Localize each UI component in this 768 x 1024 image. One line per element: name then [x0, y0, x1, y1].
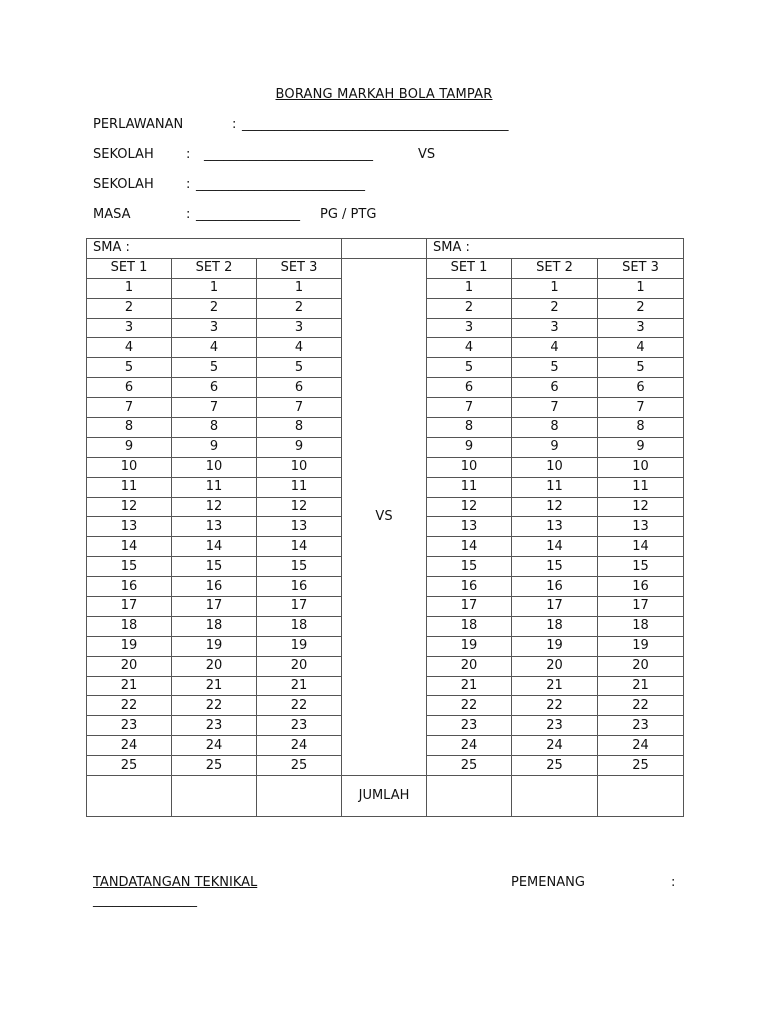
right-set-2-point-cell[interactable]: 21 [512, 676, 598, 696]
total-row [87, 776, 684, 817]
right-set-1-point-cell[interactable]: 14 [427, 537, 512, 557]
left-set-1-point-cell[interactable]: 13 [87, 517, 172, 537]
right-set-3-point-cell[interactable]: 6 [598, 378, 684, 398]
masa-colon: : [186, 207, 191, 222]
right-set-3-point-cell[interactable]: 9 [598, 437, 684, 457]
right-set-2-point-cell[interactable]: 13 [512, 517, 598, 537]
sekolah-1-blank[interactable]: __________________________ [204, 147, 373, 162]
left-set-1-point-cell[interactable]: 19 [87, 636, 172, 656]
right-set-1-point-cell[interactable]: 4 [427, 338, 512, 358]
left-set-1-point-cell[interactable]: 12 [87, 497, 172, 517]
left-set-2-point-cell[interactable]: 15 [172, 557, 257, 577]
left-set-1-point-cell[interactable]: 17 [87, 597, 172, 617]
left-set-2-point-cell[interactable]: 21 [172, 676, 257, 696]
right-set-3-point-cell[interactable]: 10 [598, 457, 684, 477]
left-set-1-header: SET 1 [87, 258, 172, 278]
sekolah-1-label: SEKOLAH [93, 147, 154, 162]
left-set-1-point-cell[interactable]: 8 [87, 418, 172, 438]
perlawanan-blank[interactable]: _________________________________________ [242, 117, 509, 132]
left-set-1-point-cell[interactable]: 10 [87, 457, 172, 477]
right-set-1-point-cell[interactable]: 18 [427, 616, 512, 636]
sekolah-2-blank[interactable]: __________________________ [196, 177, 365, 192]
right-set-1-point-cell[interactable]: 3 [427, 318, 512, 338]
left-set-3-point-cell[interactable]: 15 [257, 557, 342, 577]
right-set-3-point-cell[interactable]: 15 [598, 557, 684, 577]
right-set-3-point-cell[interactable]: 21 [598, 676, 684, 696]
left-set-2-point-cell[interactable]: 10 [172, 457, 257, 477]
left-set-3-point-cell[interactable]: 11 [257, 477, 342, 497]
left-set-3-point-cell[interactable]: 4 [257, 338, 342, 358]
sekolah-1-colon: : [186, 147, 191, 162]
right-set-1-point-cell[interactable]: 12 [427, 497, 512, 517]
left-set-3-point-cell[interactable]: 22 [257, 696, 342, 716]
left-set-1-point-cell[interactable]: 3 [87, 318, 172, 338]
right-set-2-point-cell[interactable]: 23 [512, 716, 598, 736]
left-set-1-point-cell[interactable]: 24 [87, 736, 172, 756]
right-set-1-point-cell[interactable]: 23 [427, 716, 512, 736]
right-set-3-point-cell[interactable]: 11 [598, 477, 684, 497]
right-set-1-point-cell[interactable]: 13 [427, 517, 512, 537]
left-set-3-point-cell[interactable]: 21 [257, 676, 342, 696]
masa-label: MASA [93, 207, 131, 222]
right-set-3-point-cell[interactable]: 18 [598, 616, 684, 636]
left-set-1-point-cell[interactable]: 14 [87, 537, 172, 557]
left-set-2-point-cell[interactable]: 9 [172, 437, 257, 457]
left-set-2-point-cell[interactable]: 19 [172, 636, 257, 656]
right-set-3-point-cell[interactable]: 12 [598, 497, 684, 517]
left-set-2-point-cell[interactable]: 13 [172, 517, 257, 537]
left-set-1-point-cell[interactable]: 18 [87, 616, 172, 636]
left-set-3-point-cell[interactable]: 17 [257, 597, 342, 617]
right-set-1-point-cell[interactable]: 19 [427, 636, 512, 656]
right-set-3-point-cell[interactable]: 20 [598, 656, 684, 676]
left-set-1-point-cell[interactable]: 6 [87, 378, 172, 398]
score-table [86, 238, 684, 817]
left-set-1-point-cell[interactable]: 4 [87, 338, 172, 358]
right-set-3-point-cell[interactable]: 1 [598, 278, 684, 298]
right-set-1-point-cell[interactable]: 21 [427, 676, 512, 696]
left-set-3-point-cell[interactable]: 6 [257, 378, 342, 398]
masa-blank[interactable]: ________________ [196, 207, 300, 222]
left-set-2-header: SET 2 [172, 258, 257, 278]
left-set-2-point-cell[interactable]: 18 [172, 616, 257, 636]
right-set-2-point-cell[interactable]: 8 [512, 418, 598, 438]
left-set-3-point-cell[interactable]: 2 [257, 298, 342, 318]
right-set-2-point-cell[interactable]: 12 [512, 497, 598, 517]
right-set-3-point-cell[interactable]: 14 [598, 537, 684, 557]
total-label: JUMLAH [342, 776, 427, 817]
perlawanan-label: PERLAWANAN [93, 117, 184, 132]
left-set-3-header: SET 3 [257, 258, 342, 278]
right-set-1-point-cell[interactable]: 2 [427, 298, 512, 318]
right-set-1-point-cell[interactable]: 15 [427, 557, 512, 577]
right-set-1-point-cell[interactable]: 1 [427, 278, 512, 298]
right-set-1-point-cell[interactable]: 24 [427, 736, 512, 756]
right-set-2-point-cell[interactable]: 4 [512, 338, 598, 358]
right-set-2-point-cell[interactable]: 18 [512, 616, 598, 636]
right-set-2-point-cell[interactable]: 2 [512, 298, 598, 318]
signature-label: TANDATANGAN TEKNIKAL [93, 875, 258, 890]
right-set-2-point-cell[interactable]: 1 [512, 278, 598, 298]
left-set-2-point-cell[interactable]: 1 [172, 278, 257, 298]
left-set-3-point-cell[interactable]: 8 [257, 418, 342, 438]
left-set-2-point-cell[interactable]: 2 [172, 298, 257, 318]
left-set-3-point-cell[interactable]: 18 [257, 616, 342, 636]
right-set-3-point-cell[interactable]: 8 [598, 418, 684, 438]
left-set-3-point-cell[interactable]: 12 [257, 497, 342, 517]
right-set-1-total-cell[interactable] [427, 776, 512, 817]
left-set-1-point-cell[interactable]: 11 [87, 477, 172, 497]
right-team-label[interactable]: SMA : [427, 239, 684, 259]
right-set-3-point-cell[interactable]: 17 [598, 597, 684, 617]
left-set-3-point-cell[interactable]: 14 [257, 537, 342, 557]
right-set-2-header: SET 2 [512, 258, 598, 278]
right-set-3-point-cell[interactable]: 19 [598, 636, 684, 656]
sekolah-2-colon: : [186, 177, 191, 192]
right-set-1-point-cell[interactable]: 7 [427, 398, 512, 418]
signature-blank[interactable]: ________________ [93, 893, 197, 908]
masa-suffix: PG / PTG [320, 207, 377, 222]
left-set-3-point-cell[interactable]: 13 [257, 517, 342, 537]
left-set-3-point-cell[interactable]: 5 [257, 358, 342, 378]
left-set-1-point-cell[interactable]: 1 [87, 278, 172, 298]
left-set-2-point-cell[interactable]: 23 [172, 716, 257, 736]
left-set-1-point-cell[interactable]: 7 [87, 398, 172, 418]
left-set-2-point-cell[interactable]: 20 [172, 656, 257, 676]
right-set-3-point-cell[interactable]: 5 [598, 358, 684, 378]
left-set-2-point-cell[interactable]: 25 [172, 756, 257, 776]
left-set-2-point-cell[interactable]: 4 [172, 338, 257, 358]
right-set-2-point-cell[interactable]: 15 [512, 557, 598, 577]
right-set-1-point-cell[interactable]: 10 [427, 457, 512, 477]
left-set-3-point-cell[interactable]: 24 [257, 736, 342, 756]
form-title: BORANG MARKAH BOLA TAMPAR [275, 87, 493, 102]
left-set-2-point-cell[interactable]: 22 [172, 696, 257, 716]
left-set-3-point-cell[interactable]: 10 [257, 457, 342, 477]
left-set-2-point-cell[interactable]: 24 [172, 736, 257, 756]
right-set-2-point-cell[interactable]: 11 [512, 477, 598, 497]
right-set-3-header: SET 3 [598, 258, 684, 278]
left-set-3-point-cell[interactable]: 20 [257, 656, 342, 676]
left-set-1-point-cell[interactable]: 21 [87, 676, 172, 696]
left-set-1-point-cell[interactable]: 25 [87, 756, 172, 776]
right-set-1-point-cell[interactable]: 8 [427, 418, 512, 438]
right-set-2-point-cell[interactable]: 9 [512, 437, 598, 457]
right-set-3-point-cell[interactable]: 13 [598, 517, 684, 537]
left-set-3-point-cell[interactable]: 25 [257, 756, 342, 776]
center-header-cell [342, 239, 427, 259]
left-set-2-point-cell[interactable]: 11 [172, 477, 257, 497]
right-set-2-point-cell[interactable]: 5 [512, 358, 598, 378]
left-set-2-point-cell[interactable]: 3 [172, 318, 257, 338]
left-set-3-point-cell[interactable]: 16 [257, 577, 342, 597]
left-set-1-point-cell[interactable]: 15 [87, 557, 172, 577]
right-set-2-point-cell[interactable]: 14 [512, 537, 598, 557]
left-set-2-point-cell[interactable]: 12 [172, 497, 257, 517]
right-set-3-point-cell[interactable]: 23 [598, 716, 684, 736]
right-set-1-point-cell[interactable]: 5 [427, 358, 512, 378]
sekolah-2-label: SEKOLAH [93, 177, 154, 192]
right-set-3-point-cell[interactable]: 3 [598, 318, 684, 338]
right-set-3-point-cell[interactable]: 2 [598, 298, 684, 318]
right-set-1-point-cell[interactable]: 25 [427, 756, 512, 776]
right-set-1-point-cell[interactable]: 22 [427, 696, 512, 716]
right-set-1-point-cell[interactable]: 20 [427, 656, 512, 676]
right-set-1-point-cell[interactable]: 17 [427, 597, 512, 617]
right-set-2-point-cell[interactable]: 3 [512, 318, 598, 338]
right-set-1-point-cell[interactable]: 16 [427, 577, 512, 597]
left-set-3-point-cell[interactable]: 19 [257, 636, 342, 656]
right-set-2-point-cell[interactable]: 22 [512, 696, 598, 716]
left-set-2-point-cell[interactable]: 5 [172, 358, 257, 378]
left-set-2-total-cell[interactable] [172, 776, 257, 817]
left-set-3-total-cell[interactable] [257, 776, 342, 817]
left-set-1-point-cell[interactable]: 5 [87, 358, 172, 378]
right-set-2-total-cell[interactable] [512, 776, 598, 817]
right-set-2-point-cell[interactable]: 6 [512, 378, 598, 398]
right-set-1-point-cell[interactable]: 6 [427, 378, 512, 398]
left-set-1-point-cell[interactable]: 16 [87, 577, 172, 597]
right-set-3-point-cell[interactable]: 7 [598, 398, 684, 418]
left-set-1-point-cell[interactable]: 9 [87, 437, 172, 457]
left-set-1-total-cell[interactable] [87, 776, 172, 817]
right-set-2-point-cell[interactable]: 10 [512, 457, 598, 477]
perlawanan-colon: : [232, 117, 237, 132]
right-set-2-point-cell[interactable]: 17 [512, 597, 598, 617]
left-set-2-point-cell[interactable]: 17 [172, 597, 257, 617]
left-set-3-point-cell[interactable]: 7 [257, 398, 342, 418]
right-set-2-point-cell[interactable]: 25 [512, 756, 598, 776]
left-team-label[interactable]: SMA : [87, 239, 342, 259]
left-set-1-point-cell[interactable]: 22 [87, 696, 172, 716]
winner-colon: : [671, 875, 676, 890]
sekolah-vs-label: VS [418, 147, 436, 162]
left-set-1-point-cell[interactable]: 2 [87, 298, 172, 318]
left-set-3-point-cell[interactable]: 3 [257, 318, 342, 338]
right-set-3-point-cell[interactable]: 25 [598, 756, 684, 776]
right-set-3-point-cell[interactable]: 4 [598, 338, 684, 358]
right-set-3-point-cell[interactable]: 16 [598, 577, 684, 597]
right-set-1-point-cell[interactable]: 11 [427, 477, 512, 497]
right-set-2-point-cell[interactable]: 16 [512, 577, 598, 597]
right-set-2-point-cell[interactable]: 24 [512, 736, 598, 756]
right-set-1-header: SET 1 [427, 258, 512, 278]
right-set-3-point-cell[interactable]: 24 [598, 736, 684, 756]
left-set-3-point-cell[interactable]: 23 [257, 716, 342, 736]
right-set-2-point-cell[interactable]: 20 [512, 656, 598, 676]
left-set-2-point-cell[interactable]: 14 [172, 537, 257, 557]
right-set-2-point-cell[interactable]: 7 [512, 398, 598, 418]
right-set-3-point-cell[interactable]: 22 [598, 696, 684, 716]
left-set-3-point-cell[interactable]: 1 [257, 278, 342, 298]
left-set-3-point-cell[interactable]: 9 [257, 437, 342, 457]
winner-label: PEMENANG [511, 875, 585, 890]
right-set-2-point-cell[interactable]: 19 [512, 636, 598, 656]
left-set-1-point-cell[interactable]: 23 [87, 716, 172, 736]
left-set-1-point-cell[interactable]: 20 [87, 656, 172, 676]
left-set-2-point-cell[interactable]: 7 [172, 398, 257, 418]
right-set-1-point-cell[interactable]: 9 [427, 437, 512, 457]
left-set-2-point-cell[interactable]: 6 [172, 378, 257, 398]
left-set-2-point-cell[interactable]: 8 [172, 418, 257, 438]
left-set-2-point-cell[interactable]: 16 [172, 577, 257, 597]
vs-center-label: VS [342, 258, 427, 775]
right-set-3-total-cell[interactable] [598, 776, 684, 817]
